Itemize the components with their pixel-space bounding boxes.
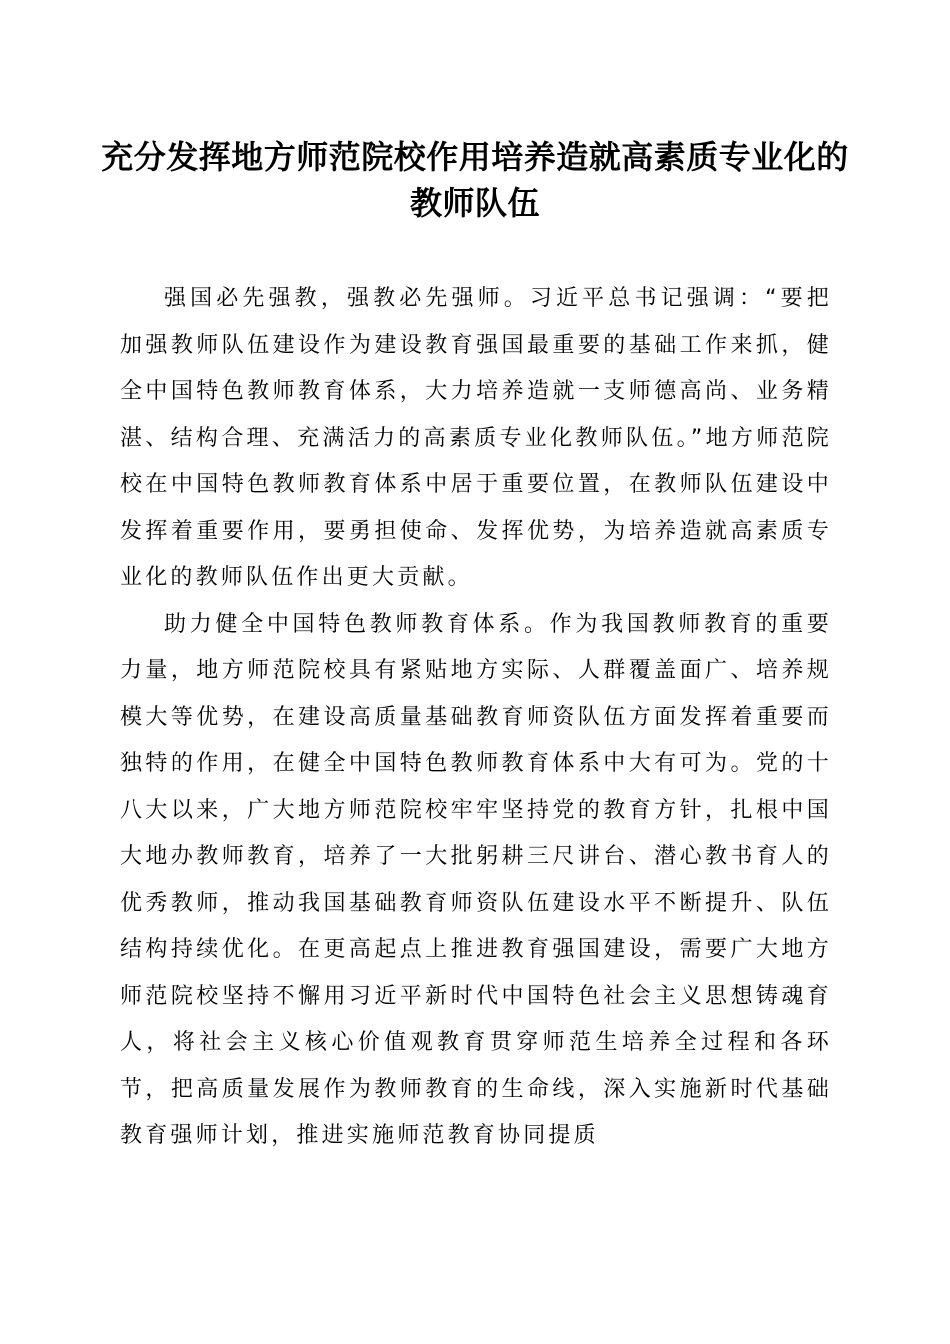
document-title: 充分发挥地方师范院校作用培养造就高素质专业化的教师队伍 <box>101 138 849 222</box>
document-body <box>120 276 832 1160</box>
paragraph-2: 助力健全中国特色教师教育体系。作为我国教师教育的重要力量，地方师范院校具有紧贴地方实际、人群覆盖面广、培养规模大等优势，在建设高质量基础教育师资队伍方面发挥着重要而独特的作用，在健全中国特色教师教育体系中大有可为。党的十八大以来，广大地方师范院校牢牢坚持党的教育方针，扎根中国大地办教师教育，培养了一大批躬耕三尺讲台、潜心教书育人的优秀教师，推动我国基础教育师资队伍建设水平不断提升、队伍结构持续优化。在更高起点上推进教育强国建设，需要广大地方师范院校坚持不懈用习近平新时代中国特色社会主义思想铸魂育人，将社会主义核心价值观教育贯穿师范生培养全过程和各环节，把高质量发展作为教师教育的生命线，深入实施新时代基础教育强师计划，推进实施师范教育协同提质 <box>120 611 832 1148</box>
paragraph-1: 强国必先强教，强教必先强师。习近平总书记强调：“要把加强教师队伍建设作为建设教育强国最重要的基础工作来抓，健全中国特色教师教育体系，大力培养造就一支师德高尚、业务精湛、结构合理、充满活力的高素质专业化教师队伍。”地方师范院校在中国特色教师教育体系中居于重要位置，在教师队伍建设中发挥着重要作用，要勇担使命、发挥优势，为培养造就高素质专业化的教师队伍作出更大贡献。 <box>120 286 832 590</box>
